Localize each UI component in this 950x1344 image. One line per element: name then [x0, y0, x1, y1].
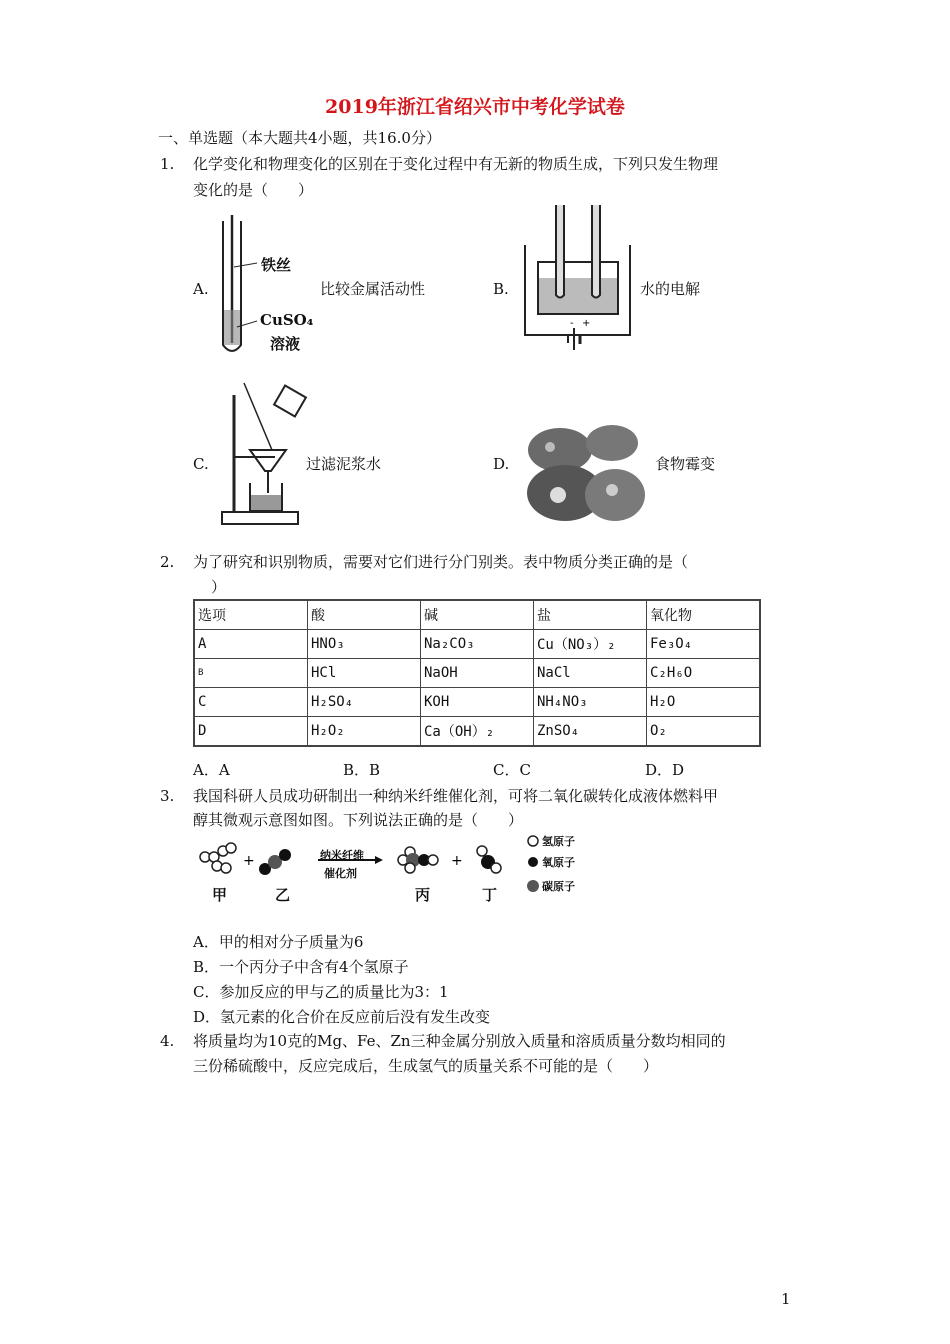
molecule-name-jia: 甲 — [212, 886, 228, 904]
q3-option-a: A．甲的相对分子质量为6 — [193, 933, 364, 951]
molecule-name-bing: 丙 — [415, 886, 431, 904]
table-cell: H₂O₂ — [308, 717, 421, 747]
table-header-cell: 盐 — [534, 600, 647, 630]
table-cell: O₂ — [647, 717, 761, 747]
q4-stem-line1: 将质量均为10克的Mg、Fe、Zn三种金属分别放入质量和溶质质量分数均相同的 — [193, 1032, 726, 1050]
table-row — [194, 630, 760, 659]
q1-option-b-letter: B. — [493, 280, 509, 298]
table-header-cell: 酸 — [308, 600, 421, 630]
moldy-food-figure — [520, 415, 655, 535]
q3-stem-line2: 醇其微观示意图如图。下列说法正确的是（ ） — [193, 811, 524, 829]
q1-option-a-letter: A. — [193, 280, 209, 298]
q1-option-b-caption: 水的电解 — [640, 280, 701, 298]
table-cell: D — [194, 717, 308, 747]
q2-choice-d: D．D — [645, 761, 685, 779]
legend-hydrogen: 氢原子 — [542, 835, 575, 848]
q3-option-d: D．氢元素的化合价在反应前后没有发生改变 — [193, 1008, 491, 1026]
table-cell: A — [194, 630, 308, 659]
q4-stem-line2: 三份稀硫酸中，反应完成后，生成氢气的质量关系不可能的是（ ） — [193, 1057, 659, 1075]
table-cell: B — [194, 659, 308, 688]
legend-oxygen: 氧原子 — [542, 856, 575, 869]
table-row — [194, 717, 760, 747]
q1-option-d-caption: 食物霉变 — [655, 455, 716, 473]
table-cell: Cu（NO₃）₂ — [534, 630, 647, 659]
label-solution: 溶液 — [270, 335, 301, 353]
table-cell: Ca（OH）₂ — [421, 717, 534, 747]
q1-stem-line2: 变化的是（ ） — [193, 181, 314, 199]
arrow-label-top: 纳米纤维 — [320, 849, 364, 862]
document-title: 2019年浙江省绍兴市中考化学试卷 — [325, 96, 625, 118]
table-cell: Fe₃O₄ — [647, 630, 761, 659]
q2-choice-b: B．B — [343, 761, 381, 779]
electrolysis-figure — [520, 200, 635, 360]
q2-stem-line2: ） — [211, 578, 227, 596]
q1-stem-line1: 化学变化和物理变化的区别在于变化过程中有无新的物质生成，下列只发生物理 — [193, 155, 719, 173]
q1-option-c-caption: 过滤泥浆水 — [306, 455, 382, 473]
q2-stem-line1: 为了研究和识别物质，需要对它们进行分门别类。表中物质分类正确的是（ — [193, 553, 689, 571]
table-cell: NH₄NO₃ — [534, 688, 647, 717]
table-cell: NaOH — [421, 659, 534, 688]
table-header-row — [194, 600, 760, 630]
q3-number: 3. — [160, 787, 175, 805]
legend-carbon: 碳原子 — [542, 880, 575, 893]
table-cell: C₂H₆O — [647, 659, 761, 688]
table-row — [194, 688, 760, 717]
table-row — [194, 659, 760, 688]
table-cell: H₂SO₄ — [308, 688, 421, 717]
q1-option-d-letter: D. — [493, 455, 510, 473]
table-cell: NaCl — [534, 659, 647, 688]
label-iron-wire: 铁丝 — [261, 256, 292, 274]
table-header-cell: 选项 — [194, 600, 308, 630]
q1-option-a-caption: 比较金属活动性 — [320, 280, 426, 298]
q2-number: 2. — [160, 553, 175, 571]
q1-option-c-letter: C. — [193, 455, 209, 473]
svg-text:+: + — [582, 318, 591, 329]
molecule-name-yi: 乙 — [275, 886, 291, 904]
q2-choice-a: A．A — [193, 761, 230, 779]
page-number: 1 — [781, 1290, 791, 1308]
molecule-name-ding: 丁 — [482, 886, 498, 904]
q1-number: 1. — [160, 155, 175, 173]
table-cell: ZnSO₄ — [534, 717, 647, 747]
table-cell: C — [194, 688, 308, 717]
filtration-figure — [220, 375, 310, 530]
table-header-cell: 氧化物 — [647, 600, 761, 630]
svg-text:+: + — [243, 853, 255, 869]
q3-option-b: B．一个丙分子中含有4个氢原子 — [193, 958, 409, 976]
label-cuso4: CuSO₄ — [260, 311, 314, 329]
q3-option-c: C．参加反应的甲与乙的质量比为3：1 — [193, 983, 449, 1001]
table-header-cell: 碱 — [421, 600, 534, 630]
svg-text:-: - — [570, 318, 574, 329]
table-cell: H₂O — [647, 688, 761, 717]
table-cell: HNO₃ — [308, 630, 421, 659]
section-heading: 一、单选题（本大题共4小题，共16.0分） — [158, 129, 441, 147]
table-cell: KOH — [421, 688, 534, 717]
table-cell: HCl — [308, 659, 421, 688]
q4-number: 4. — [160, 1032, 175, 1050]
q2-choice-c: C．C — [493, 761, 531, 779]
classification-table — [193, 599, 761, 747]
svg-text:+: + — [451, 853, 463, 869]
q3-stem-line1: 我国科研人员成功研制出一种纳米纤维催化剂，可将二氧化碳转化成液体燃料甲 — [193, 787, 719, 805]
table-cell: Na₂CO₃ — [421, 630, 534, 659]
arrow-label-bottom: 催化剂 — [324, 867, 357, 880]
